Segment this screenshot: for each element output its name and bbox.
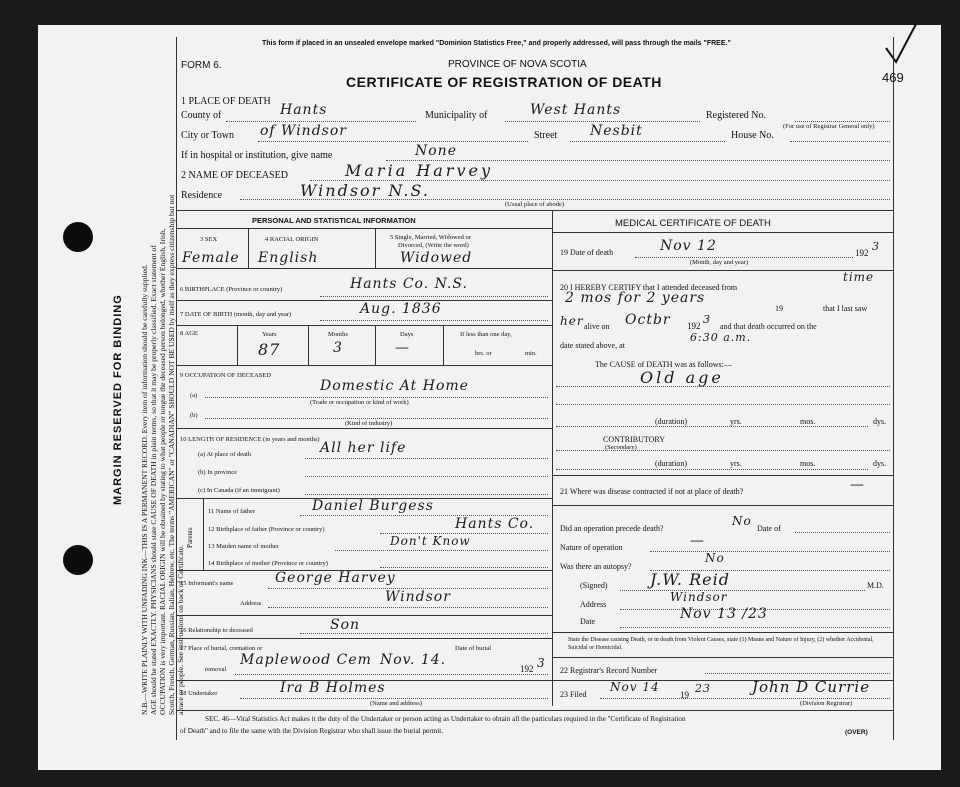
residence-value: Windsor N.S. [300,181,430,200]
birthplace-line [320,296,548,297]
cause-value: Old age [640,368,724,387]
record-line [705,673,890,674]
over-label: (OVER) [845,729,868,736]
dob-label: 7 DATE OF BIRTH (month, day and year) [180,311,292,318]
mother-bp-label: 14 Birthplace of mother (Province or country) [208,560,328,567]
check-mark-icon [882,20,922,70]
canada-label: (c) In Canada (if an immigrant) [198,487,280,494]
state-note: State the Disease causing Death, or in death from Violent Causes, state (1) Means and Nature of Injury, (2) whether Accidental, Suicidal or Homicidal. [568,637,874,651]
med-address-value: Windsor [670,590,728,604]
occurred-label: and that death occurred on the [720,322,817,331]
row-rule [552,657,893,658]
binding-hole-top [63,222,93,252]
residence-note: (Usual place of abode) [505,201,565,208]
burial-year-prefix: 192 [520,664,534,674]
birthplace-value: Hants Co. N.S. [350,276,468,292]
undertaker-label: 18 Undertaker [180,690,218,697]
footer-rule [176,710,893,711]
dys-label-2: dys. [873,459,887,468]
cause-line-1 [556,386,890,387]
autopsy-value: No [705,551,725,565]
duration-label: (duration) [655,417,687,426]
removal-label: removal [205,666,227,673]
footer-line-2: of Death" and to file the same with the Division Registrar who shall issue the burial permit. [180,727,444,735]
record-label: 22 Registrar's Record Number [560,666,658,675]
med-date-value: Nov 13 /23 [680,606,768,622]
days-value: — [395,340,410,356]
registered-note: (For use of Registrar General only) [783,123,875,130]
row-rule [552,270,893,271]
residence-line [240,199,890,200]
mother-label: 13 Maiden name of mother [208,543,279,550]
med-address-label: Address [580,600,607,609]
personal-heading: PERSONAL AND STATISTICAL INFORMATION [252,216,416,225]
relationship-label: 16 Relationship to deceased [180,627,253,634]
page-title: CERTIFICATE OF REGISTRATION OF DEATH [346,74,662,90]
row-rule [176,325,552,326]
informant-address-label: Address [240,600,262,607]
house-line [790,141,890,142]
row-rule [552,505,893,506]
street-line [570,141,725,142]
filed-label: 23 Filed [560,690,587,699]
burial-label: 17 Place of burial, cremation or [180,645,263,652]
form-right-border [893,37,894,740]
med-date-label: Date [580,617,596,626]
alive-year-prefix: 192 [687,321,701,331]
place-heading: 1 PLACE OF DEATH [181,96,271,107]
burial-date-value: Nov. 14. [380,652,447,668]
parents-divider [203,498,204,570]
occupation-label: 9 OCCUPATION OF DECEASED [180,372,271,379]
informant-value: George Harvey [275,570,396,586]
section-top-rule [176,210,893,211]
occ-b-line [205,418,548,419]
certify-label: 20 I HEREBY CERTIFY that I attended deceased from [560,283,738,292]
province-heading: PROVINCE OF NOVA SCOTIA [448,59,587,70]
date-stated-label: date stated above, at [560,341,625,350]
form-number: FORM 6. [181,60,222,71]
page-number: 469 [882,70,904,85]
years-label: Years [262,331,277,338]
date-year-value: 3 [872,240,880,253]
contracted-label: 21 Where was disease contracted if not at place of death? [560,487,744,496]
age-divider [237,325,238,365]
occ-a-line [205,397,548,398]
nature-value: — [690,533,705,549]
years-value: 87 [258,340,281,359]
birthplace-label: 6 BIRTHPLACE (Province or country) [180,286,283,293]
residence-length-label: 10 LENGTH OF RESIDENCE (in years and months) [180,436,320,443]
municipality-line [505,121,700,122]
row-rule [176,615,552,616]
marital-label: 5 Single, Married, Widowed or [390,234,471,241]
racial-divider [375,228,376,268]
md-label: M.D. [867,581,884,590]
deceased-name-value: Maria Harvey [345,161,493,180]
margin-instruction-line: AGE should be stated EXACTLY. PHYSICIANS should state CAUSE OF DEATH in plain terms, so that it may be properly classified. Exact statement of [149,245,158,715]
mother-bp-line [380,567,548,568]
margin-instruction-line: Scotch, French, German, Russian, Italian, Hebrew, etc. The terms "AMERICAN" or "CANADIAN" SHOULD NOT BE USED by itself as they express citizenship but not [167,194,176,715]
operation-line [795,532,890,533]
burial-year-value: 3 [537,656,546,670]
row-rule [552,632,893,633]
father-bp-label: 12 Birthplace of father (Province or country) [208,526,325,533]
sex-label: 3 SEX [200,236,218,243]
alive-year-value: 3 [703,313,711,326]
at-place-value: All her life [320,440,407,456]
mother-value: Don't Know [390,534,471,548]
days-divider [443,325,444,365]
burial-place-value: Maplewood Cem [240,652,372,668]
filed-value: Nov 14 [610,680,660,694]
certify-value-1: time [843,270,875,284]
hospital-label: If in hospital or institution, give name [181,150,333,161]
date-of-death-value: Nov 12 [660,238,717,254]
city-label: City or Town [181,130,235,141]
certify-value-2: 2 mos for 2 years [565,290,706,306]
residence-label: Residence [181,190,223,201]
occ-a-note: (Trade or occupation or kind of work) [310,399,409,406]
dys-label: dys. [873,417,887,426]
occ-a-label: (a) [190,392,198,399]
undertaker-line [240,698,548,699]
occ-a-value: Domestic At Home [320,378,469,394]
certify-last-saw: that I last saw [823,304,868,313]
street-value: Nesbit [590,123,643,139]
yrs-label-2: yrs. [730,459,742,468]
at-place-line [305,458,548,459]
row-rule [176,638,552,639]
months-divider [375,325,376,365]
sex-divider [248,228,249,268]
marital-label-2: Divorced, (Write the word) [398,242,469,249]
operation-date-label: Date of [757,524,781,533]
county-value: Hants [280,102,328,118]
days-label: Days [400,331,414,338]
father-value: Daniel Burgess [312,498,434,514]
relationship-value: Son [330,617,361,633]
row-rule [552,475,893,476]
burial-line [235,674,548,675]
operation-value: No [732,514,752,528]
municipality-value: West Hants [530,102,622,118]
dob-value: Aug. 1836 [360,301,442,317]
province-res-line [305,476,548,477]
contributory-label: CONTRIBUTORY [603,435,666,444]
province-res-label: (b) In province [198,469,237,476]
operation-label: Did an operation precede death? [560,524,664,533]
county-line [226,121,416,122]
informant-address-value: Windsor [385,589,451,605]
city-line [258,141,528,142]
nature-line [650,551,890,552]
yrs-label: yrs. [730,417,742,426]
municipality-label: Municipality of [425,110,488,121]
filed-line [600,698,890,699]
registered-label: Registered No. [706,110,766,121]
father-bp-value: Hants Co. [455,516,535,532]
signed-label: (Signed) [580,581,608,590]
time-value: 6:30 a.m. [690,331,752,344]
years-divider [308,325,309,365]
row-rule [176,268,552,269]
informant-label: 15 Informant's name [180,580,234,587]
marital-value: Widowed [400,250,473,266]
binding-hole-bottom [63,545,93,575]
contracted-value: — [850,477,865,493]
street-label: Street [534,130,558,141]
filed-year-value: 23 [695,682,711,695]
filed-year-prefix: 19 [680,690,689,700]
date-of-death-line [635,257,853,258]
hospital-value: None [415,143,457,159]
county-label: County of [181,110,222,121]
med-date-line [620,627,890,628]
months-label: Months [328,331,348,338]
sex-value: Female [182,250,240,266]
footer-line-1: SEC. 46—Vital Statistics Act makes it the duty of the Undertaker or person acting as Undertaker to obtain all the particulars required in the "Certificate of Registration [205,715,686,723]
autopsy-label: Was there an autopsy? [560,562,632,571]
duration-label-2: (duration) [655,459,687,468]
hrs-label: hrs. or [475,350,492,357]
duration-line [556,426,868,427]
secondary-note: (Secondary) [605,444,637,451]
racial-label: 4 RACIAL ORIGIN [265,236,319,243]
informant-address-line [268,607,548,608]
nature-label: Nature of operation [560,543,623,552]
occ-b-note: (Kind of industry) [345,420,393,427]
mos-label-2: mos. [800,459,816,468]
cause-line-2 [556,404,890,405]
undertaker-value: Ira B Holmes [280,680,386,696]
margin-instruction-line: N.B.—WRITE PLAINLY WITH UNFADING INK—THIS IS A PERMANENT RECORD. Every item of information should be carefully supplied. [140,264,149,715]
house-label: House No. [731,130,774,141]
margin-instruction-line: a race or people. See instructions on back of Certificate. [176,544,185,715]
signed-value: J.W. Reid [650,570,730,589]
date-of-death-label: 19 Date of death [560,248,614,257]
registrar-signature: John D Currie [752,678,871,696]
city-value: of Windsor [260,123,347,139]
row-rule [176,428,552,429]
burial-date-label: Date of burial [455,645,492,652]
registrar-note: (Division Registrar) [800,700,853,707]
medical-heading-rule [552,232,893,233]
certify-19: 19 [775,304,783,313]
date-of-death-note: (Month, day and year) [690,259,749,266]
occ-b-label: (b) [190,412,198,419]
registered-line [795,121,890,122]
age-label: 8 AGE [180,330,198,337]
alive-label: alive on [584,322,610,331]
duration-line-2 [556,469,868,470]
form-left-border [176,37,177,740]
racial-value: English [258,250,319,266]
personal-heading-rule [176,228,552,229]
undertaker-note: (Name and address) [370,700,422,707]
signed-line [620,590,865,591]
medical-heading: MEDICAL CERTIFICATE OF DEATH [615,218,771,229]
margin-title: MARGIN RESERVED FOR BINDING [112,294,124,505]
deceased-name-label: 2 NAME OF DECEASED [181,170,288,181]
row-rule [176,365,552,366]
mos-label: mos. [800,417,816,426]
margin-instruction-line: OCCUPATION is very important. RACIAL ORIGIN will be obtained by stating to what people or tongue the deceased person belonged, whether English, Irish, [158,228,167,715]
less-label: If less than one day, [460,331,512,338]
months-value: 3 [333,340,343,356]
alive-value: Octbr [625,312,671,328]
dob-line [320,320,548,321]
parents-label: Parents [186,527,194,548]
at-place-label: (a) At place of death [198,451,252,458]
relationship-line [300,633,548,634]
mail-notice: This form if placed in an unsealed envelope marked "Dominion Statistics Free," and properly addressed, will pass through the mails "FREE." [262,40,731,47]
father-label: 11 Name of father [208,508,256,515]
mother-line [335,550,548,551]
alive-prefix-value: her [560,314,584,328]
canada-line [305,494,548,495]
date-year-prefix: 192 [855,248,869,258]
cause-label: The CAUSE of DEATH was as follows:— [595,360,732,369]
contributory-line [556,450,890,451]
min-label: min. [525,350,537,357]
